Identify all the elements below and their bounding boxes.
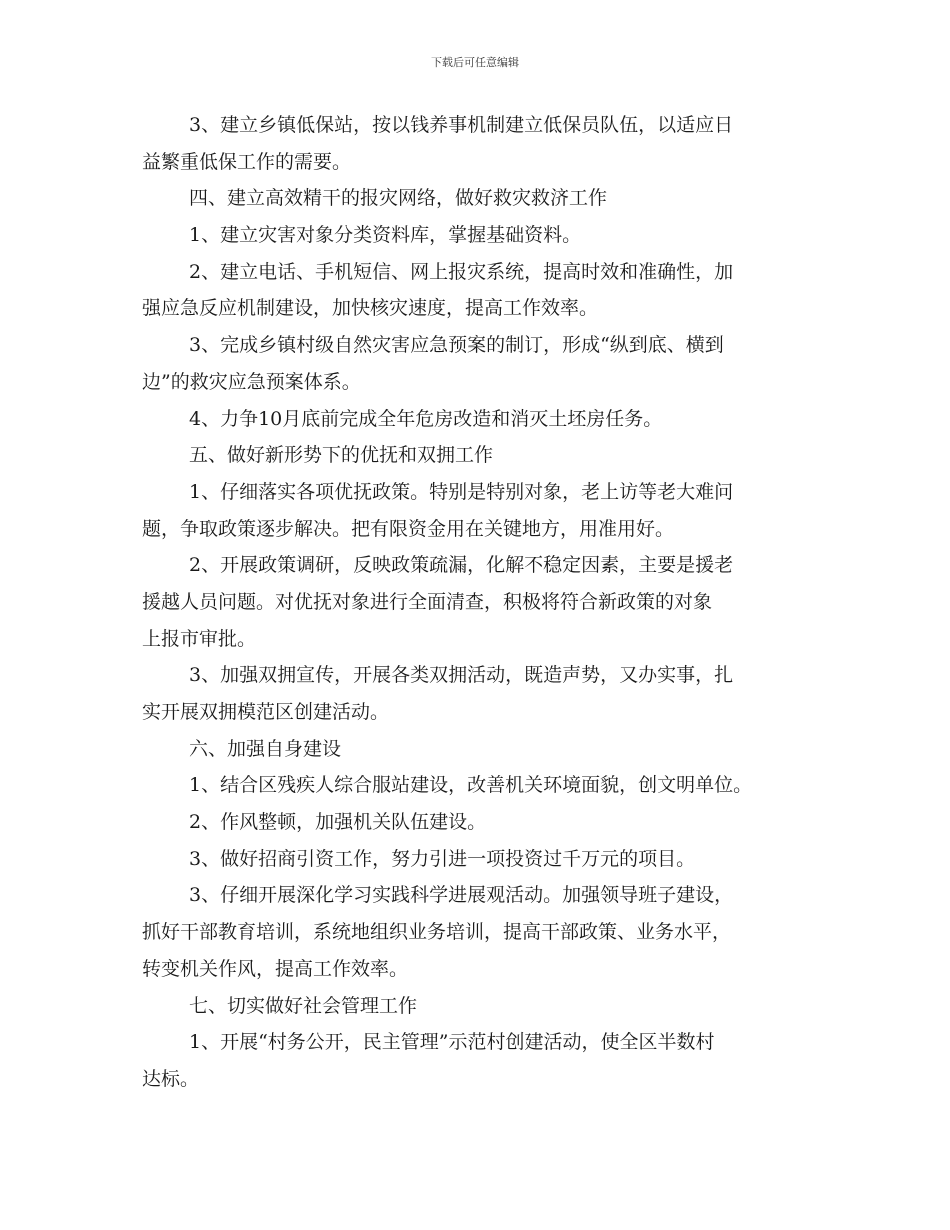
paragraph-line: 上报市审批。 [142,627,257,650]
page-header-note: 下载后可任意编辑 [431,56,519,69]
paragraph-line: 益繁重低保工作的需要。 [142,150,352,173]
section-heading: 四、建立高效精干的报灾网络，做好救灾救济工作 [189,187,608,210]
paragraph-line: 3、完成乡镇村级自然灾害应急预案的制订，形成“纵到底、横到 [189,334,724,357]
paragraph-line: 抓好干部教育培训，系统地组织业务培训，提高干部政策、业务水平， [142,921,732,944]
paragraph-line: 强应急反应机制建设，加快核灾速度，提高工作效率。 [142,297,599,320]
paragraph-line: 转变机关作风，提高工作效率。 [142,957,409,980]
section-heading: 五、做好新形势下的优抚和双拥工作 [189,444,494,467]
paragraph-line: 实开展双拥模范区创建活动。 [142,701,390,723]
paragraph-line: 题，争取政策逐步解决。把有限资金用在关键地方，用准用好。 [142,517,675,540]
paragraph-line: 2、开展政策调研，反映政策疏漏，化解不稳定因素，主要是援老 [189,554,734,577]
paragraph-line: 4、力争10月底前完成全年危房改造和消灭土坯房任务。 [189,407,663,430]
paragraph-line: 3、加强双拥宣传，开展各类双拥活动，既造声势，又办实事，扎 [189,664,734,687]
paragraph-line: 2、建立电话、手机短信、网上报灾系统，提高时效和准确性，加 [189,260,734,283]
paragraph-line: 3、仔细开展深化学习实践科学进展观活动。加强领导班子建设， [189,884,734,907]
paragraph-line: 1、建立灾害对象分类资料库，掌握基础资料。 [189,224,582,247]
paragraph-line: 3、建立乡镇低保站，按以钱养事机制建立低保员队伍，以适应日 [189,114,734,136]
paragraph-line: 边”的救灾应急预案体系。 [142,370,361,393]
section-heading: 七、切实做好社会管理工作 [189,994,418,1017]
paragraph-line: 1、仔细落实各项优抚政策。特别是特别对象，老上访等老大难问 [189,480,734,503]
document-body [142,107,812,1098]
paragraph-line: 3、做好招商引资工作，努力引进一项投资过千万元的项目。 [189,847,696,870]
paragraph-line: 1、结合区残疾人综合服站建设，改善机关环境面貌，创文明单位。 [189,774,753,797]
paragraph-line: 2、作风整顿，加强机关队伍建设。 [189,811,487,834]
paragraph-line: 援越人员问题。对优抚对象进行全面清查，积极将符合新政策的对象 [142,590,713,613]
section-heading: 六、加强自身建设 [189,737,342,760]
paragraph-line: 达标。 [142,1067,200,1090]
paragraph-line: 1、开展“村务公开，民主管理”示范村创建活动，使全区半数村 [189,1031,715,1054]
